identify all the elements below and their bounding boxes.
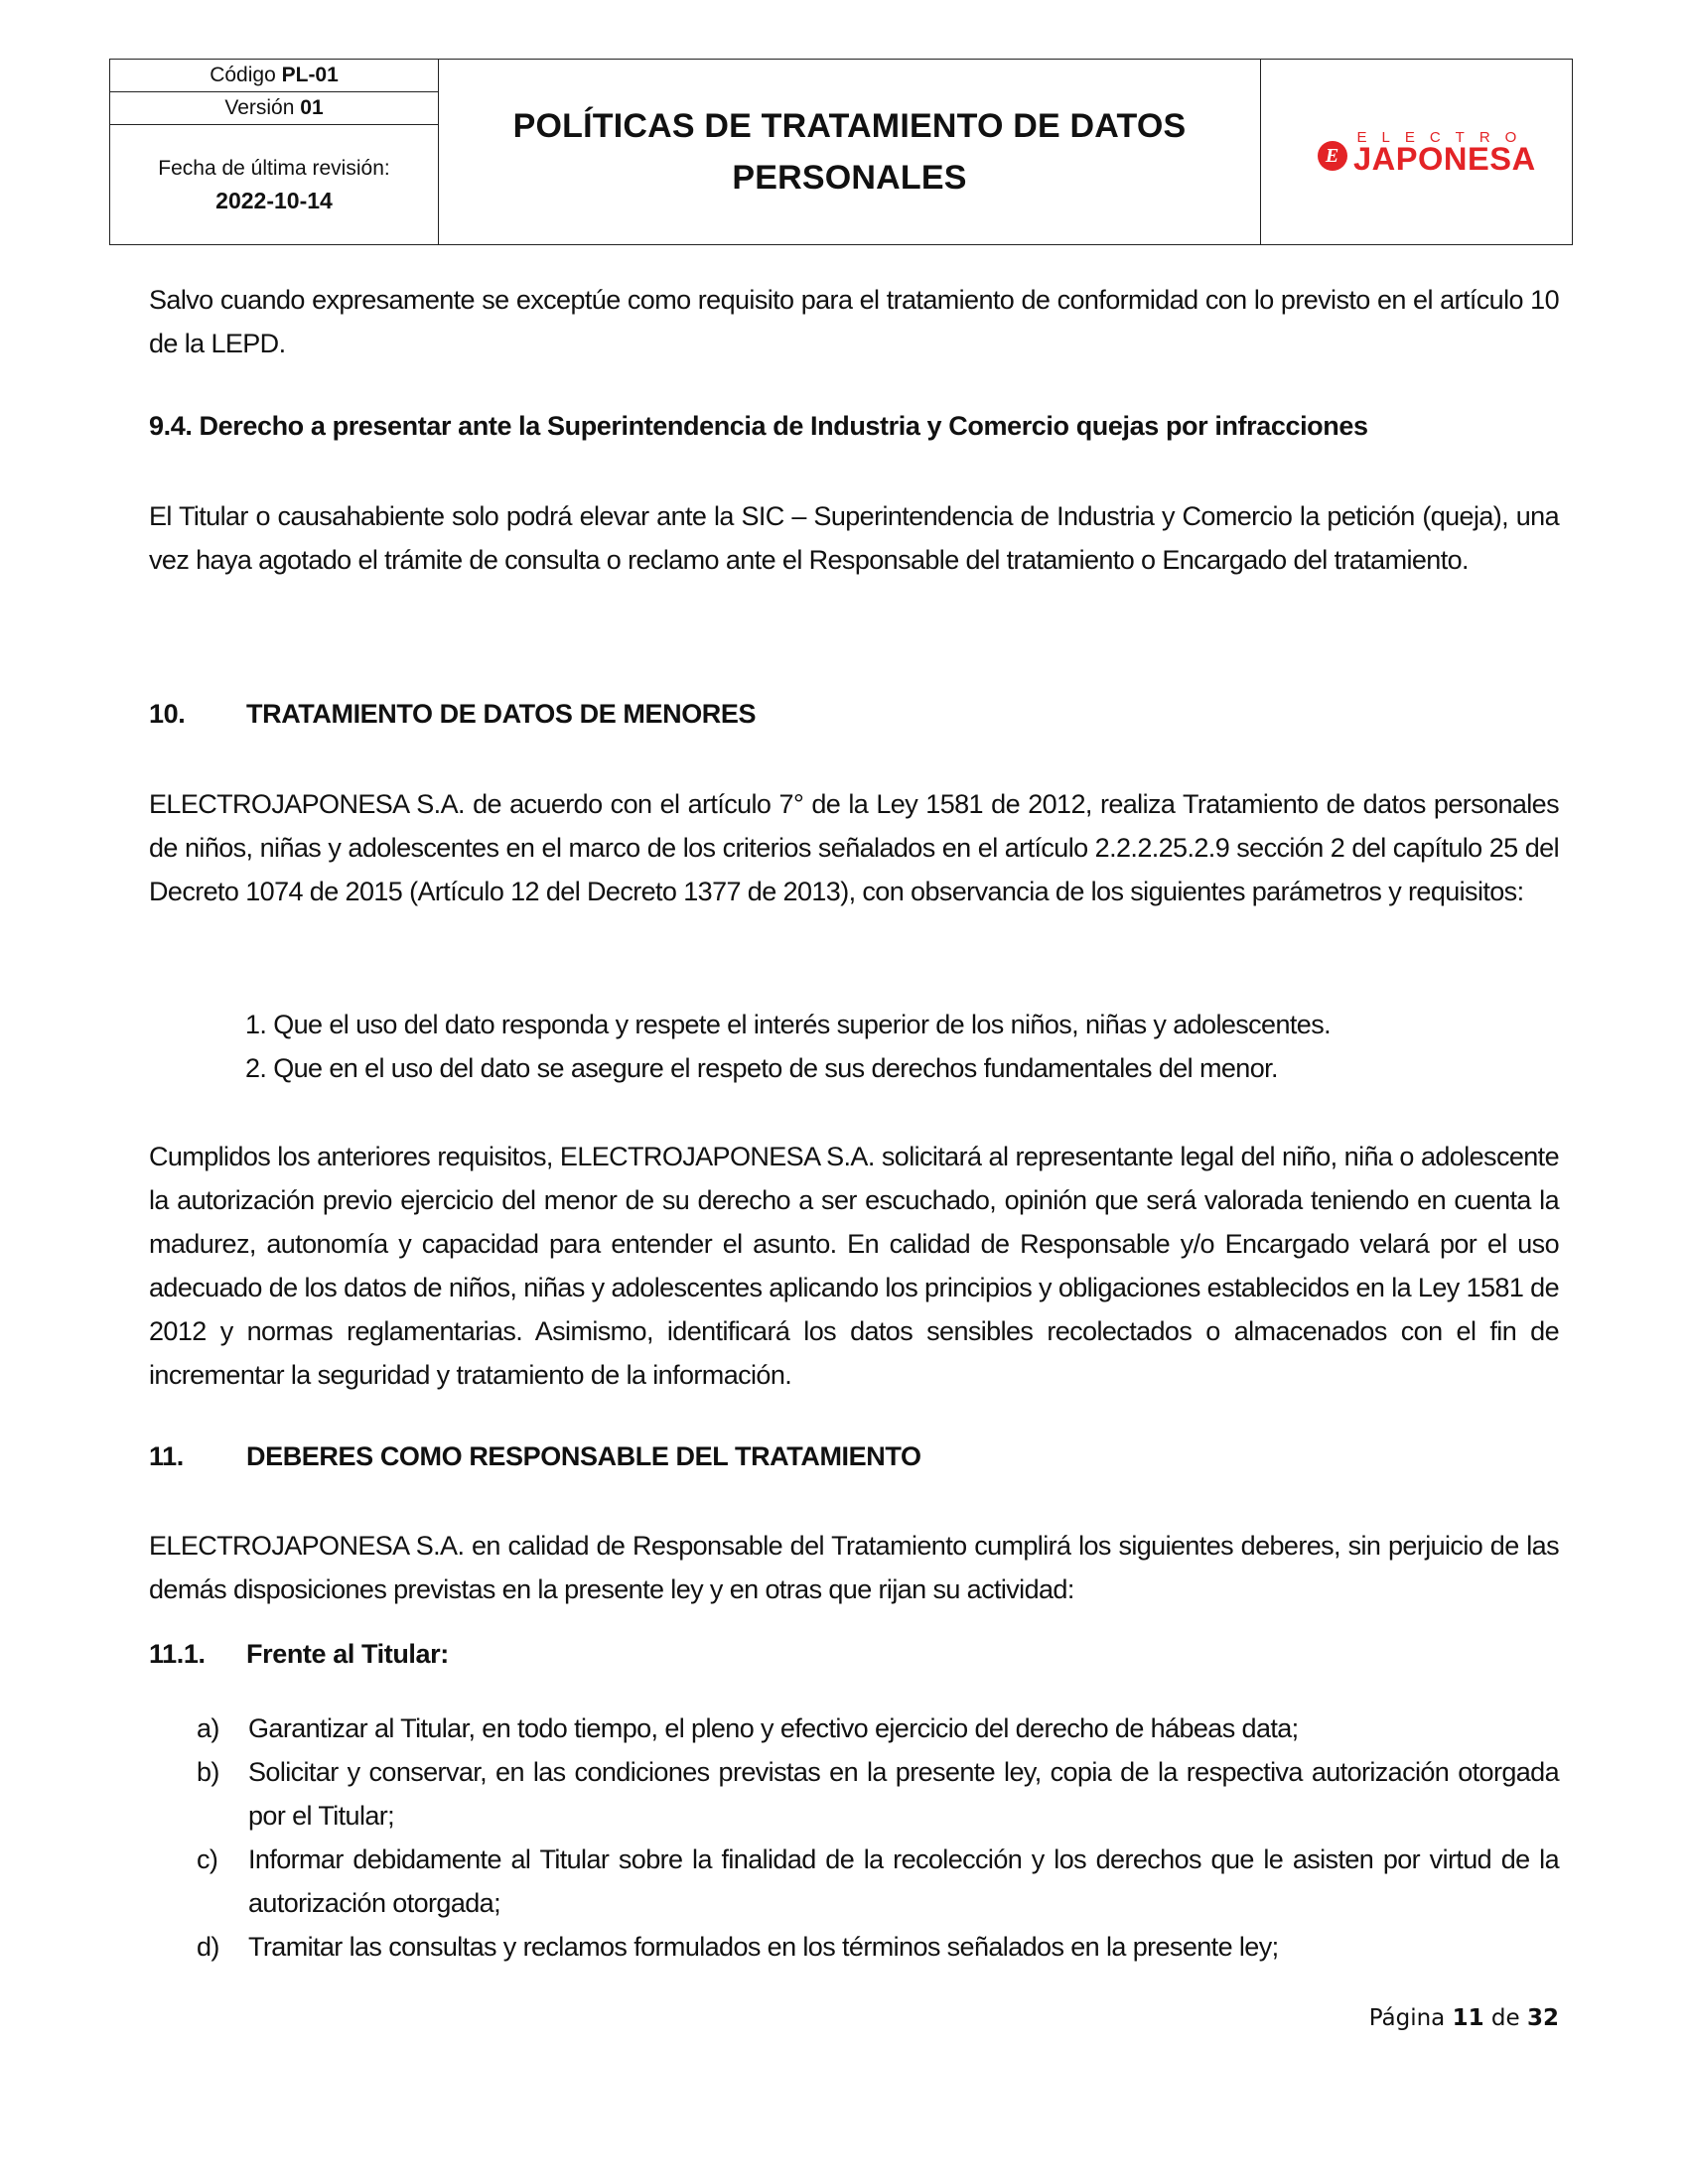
heading-11: [149, 1441, 921, 1472]
list-item-label: d): [197, 1932, 219, 1962]
version-row: [110, 92, 438, 125]
list-item-label: c): [197, 1844, 218, 1874]
logo-japonesa-text: JAPONESA: [1352, 141, 1536, 177]
heading-11-1: [149, 1639, 449, 1670]
logo-electro-text: ELECTRO: [1356, 129, 1532, 146]
minors-requirements-list: [245, 1003, 1331, 1090]
header-metadata-cell: [110, 60, 439, 244]
code-row: [110, 60, 438, 92]
paragraph-duties-intro: ELECTROJAPONESA S.A. en calidad de Responsable del Tratamiento cumplirá los siguientes deberes, sin perjuicio de las demás disposiciones previstas en la presente ley y en otras que rijan su actividad:: [149, 1531, 1559, 1604]
title-line-1: POLÍTICAS DE TRATAMIENTO DE DATOS: [512, 107, 1187, 145]
version-label: Versión: [224, 96, 295, 119]
heading-10: [149, 699, 756, 730]
code-label: Código: [210, 64, 276, 86]
list-item-text: Solicitar y conservar, en las condiciones previstas en la presente ley, copia de la respectiva autorización otorgada por el Titular;: [248, 1757, 1559, 1831]
electrojaponesa-logo: [1318, 127, 1536, 177]
heading-11-1-number: 11.1.: [149, 1639, 206, 1669]
page-label: Página: [1368, 2005, 1446, 2031]
heading-9-4: 9.4. Derecho a presentar ante la Superintendencia de Industria y Comercio quejas por infracciones: [149, 411, 1368, 441]
list-item: [197, 1750, 1559, 1838]
list-item: 1. Que el uso del dato responda y respete el interés superior de los niños, niñas y adolescentes.: [245, 1010, 1332, 1039]
heading-10-title: TRATAMIENTO DE DATOS DE MENORES: [246, 699, 757, 729]
list-item: [197, 1706, 1559, 1750]
title-line-2: PERSONALES: [732, 159, 967, 197]
document-title: [439, 60, 1261, 244]
list-item: [197, 1838, 1559, 1925]
list-item: 2. Que en el uso del dato se asegure el respeto de sus derechos fundamentales del menor.: [245, 1053, 1278, 1083]
list-item-label: b): [197, 1757, 219, 1787]
version-value: 01: [300, 96, 324, 119]
page-current: 11: [1452, 2005, 1484, 2031]
paragraph-sic-complaint: El Titular o causahabiente solo podrá elevar ante la SIC – Superintendencia de Industria y Comercio la petición (queja), una vez haya agotado el trámite de consulta o reclamo ante el Responsable del tratamiento o Encargado del tratamiento.: [149, 501, 1559, 575]
logo-mark-icon: E: [1318, 141, 1347, 171]
paragraph-minors: ELECTROJAPONESA S.A. de acuerdo con el artículo 7° de la Ley 1581 de 2012, realiza Tratamiento de datos personales de niños, niñas y adolescentes en el marco de los criterios señalados en el artículo 2.2.2.25.2.9 sección 2 del capítulo 25 del Decreto 1074 de 2015 (Artículo 12 del Decreto 1377 de 2013), con observancia de los siguientes parámetros y requisitos:: [149, 789, 1559, 906]
revision-date-cell: [110, 125, 438, 244]
list-item-text: Informar debidamente al Titular sobre la finalidad de la recolección y los derechos que le asisten por virtud de la autorización otorgada;: [248, 1844, 1559, 1918]
code-value: PL-01: [281, 64, 339, 86]
list-item-text: Garantizar al Titular, en todo tiempo, el pleno y efectivo ejercicio del derecho de hábeas data;: [248, 1713, 1299, 1743]
paragraph-requirements-fulfilled: Cumplidos los anteriores requisitos, ELECTROJAPONESA S.A. solicitará al representante legal del niño, niña o adolescente la autorización previo ejercicio del menor de su derecho a ser escuchado, opinión que será valorada teniendo en cuenta la madurez, autonomía y capacidad para entender el asunto. En calidad de Responsable y/o Encargado velará por el uso adecuado de los datos de niños, niñas y adolescentes aplicando los principios y obligaciones establecidos en la Ley 1581 de 2012 y normas reglamentarias. Asimismo, identificará los datos sensibles recolectados o almacenados con el fin de incrementar la seguridad y tratamiento de la información.: [149, 1142, 1559, 1390]
titular-duties-list: [197, 1706, 1559, 1969]
list-item: [197, 1925, 1559, 1969]
heading-10-number: 10.: [149, 699, 186, 729]
heading-11-1-title: Frente al Titular:: [246, 1639, 449, 1669]
revision-date-label: Fecha de última revisión:: [158, 157, 390, 180]
page-number-footer: [1369, 2005, 1559, 2031]
paragraph-exception: Salvo cuando expresamente se exceptúe como requisito para el tratamiento de conformidad con lo previsto en el artículo 10 de la LEPD.: [149, 285, 1559, 358]
revision-date-value: 2022-10-14: [215, 188, 333, 213]
logo-cell: [1261, 60, 1572, 244]
list-item-text: Tramitar las consultas y reclamos formulados en los términos señalados en la presente ley;: [248, 1932, 1279, 1962]
document-header-table: [109, 59, 1573, 245]
page-of-label: de: [1490, 2005, 1520, 2031]
heading-11-number: 11.: [149, 1441, 184, 1471]
page-total: 32: [1526, 2005, 1559, 2031]
heading-11-title: DEBERES COMO RESPONSABLE DEL TRATAMIENTO: [246, 1441, 921, 1471]
list-item-label: a): [197, 1713, 219, 1743]
